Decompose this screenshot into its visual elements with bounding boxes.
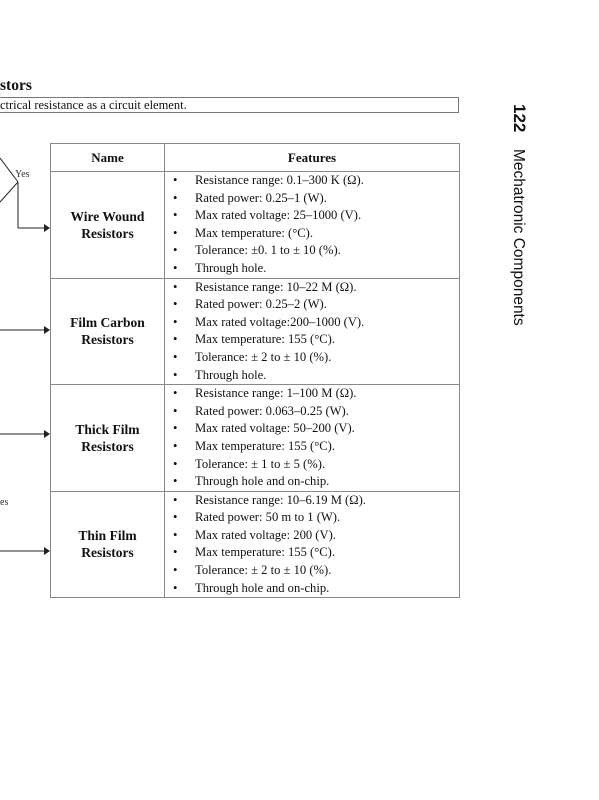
feature-item: • Resistance range: 1–100 M (Ω). <box>165 385 459 403</box>
running-header <box>509 104 535 344</box>
es-label: es <box>0 497 9 508</box>
feature-item: • Through hole and on-chip. <box>165 580 459 598</box>
feature-item: • Rated power: 50 m to 1 (W). <box>165 509 459 527</box>
resistor-name-line1: Wire Wound <box>70 208 145 224</box>
feature-item: • Max rated voltage: 200 (V). <box>165 527 459 545</box>
feature-item: • Max rated voltage:200–1000 (V). <box>165 314 459 332</box>
table-row-thick-film <box>51 385 460 492</box>
feature-item: • Tolerance: ± 1 to ± 5 (%). <box>165 456 459 474</box>
section-heading: stors <box>0 77 32 94</box>
table-row-wire-wound <box>51 172 460 279</box>
resistor-name-line2: Resistors <box>81 545 134 561</box>
feature-item: • Max rated voltage: 25–1000 (V). <box>165 207 459 225</box>
feature-item: • Resistance range: 10–6.19 M (Ω). <box>165 492 459 510</box>
resistor-name <box>51 385 165 492</box>
features-cell <box>165 491 460 598</box>
flowchart-lines <box>0 140 52 610</box>
resistor-name <box>51 278 165 385</box>
feature-item: • Resistance range: 10–22 M (Ω). <box>165 279 459 297</box>
feature-item: • Rated power: 0.25–1 (W). <box>165 190 459 208</box>
features-cell <box>165 385 460 492</box>
table-header-row <box>51 144 460 172</box>
feature-item: • Rated power: 0.063–0.25 (W). <box>165 403 459 421</box>
feature-item: • Max temperature: (°C). <box>165 225 459 243</box>
table-caption: ctrical resistance as a circuit element. <box>0 97 459 113</box>
resistor-name-line1: Thick Film <box>75 421 140 437</box>
feature-item: • Max temperature: 155 (°C). <box>165 544 459 562</box>
features-cell <box>165 278 460 385</box>
header-name: Name <box>51 144 165 172</box>
feature-item: • Tolerance: ±0. 1 to ± 10 (%). <box>165 242 459 260</box>
features-list <box>165 279 459 385</box>
resistor-name-line1: Film Carbon <box>70 315 145 331</box>
feature-item: • Through hole. <box>165 367 459 385</box>
table-row-film-carbon <box>51 278 460 385</box>
resistor-name-line2: Resistors <box>81 438 134 454</box>
page-number: 122 <box>510 104 529 133</box>
resistor-name-line1: Thin Film <box>78 528 137 544</box>
resistor-features-table <box>50 143 460 598</box>
resistor-name-line2: Resistors <box>81 225 134 241</box>
feature-item: • Resistance range: 0.1–300 K (Ω). <box>165 172 459 190</box>
feature-item: • Tolerance: ± 2 to ± 10 (%). <box>165 562 459 580</box>
resistor-name <box>51 172 165 279</box>
running-title: Mechatronic Components <box>510 149 527 326</box>
features-cell <box>165 172 460 279</box>
features-list <box>165 492 459 598</box>
feature-item: • Through hole. <box>165 260 459 278</box>
resistor-name <box>51 491 165 598</box>
flowchart-fragment <box>0 140 52 610</box>
yes-label: Yes <box>15 169 30 180</box>
features-list <box>165 385 459 491</box>
diamond-edge-lower <box>0 182 18 202</box>
features-list <box>165 172 459 278</box>
feature-item: • Max temperature: 155 (°C). <box>165 438 459 456</box>
feature-item: • Through hole and on-chip. <box>165 473 459 491</box>
table-row-thin-film <box>51 491 460 598</box>
resistor-name-line2: Resistors <box>81 332 134 348</box>
feature-item: • Max rated voltage: 50–200 (V). <box>165 420 459 438</box>
feature-item: • Max temperature: 155 (°C). <box>165 331 459 349</box>
header-features: Features <box>165 144 460 172</box>
feature-item: • Tolerance: ± 2 to ± 10 (%). <box>165 349 459 367</box>
feature-item: • Rated power: 0.25–2 (W). <box>165 296 459 314</box>
